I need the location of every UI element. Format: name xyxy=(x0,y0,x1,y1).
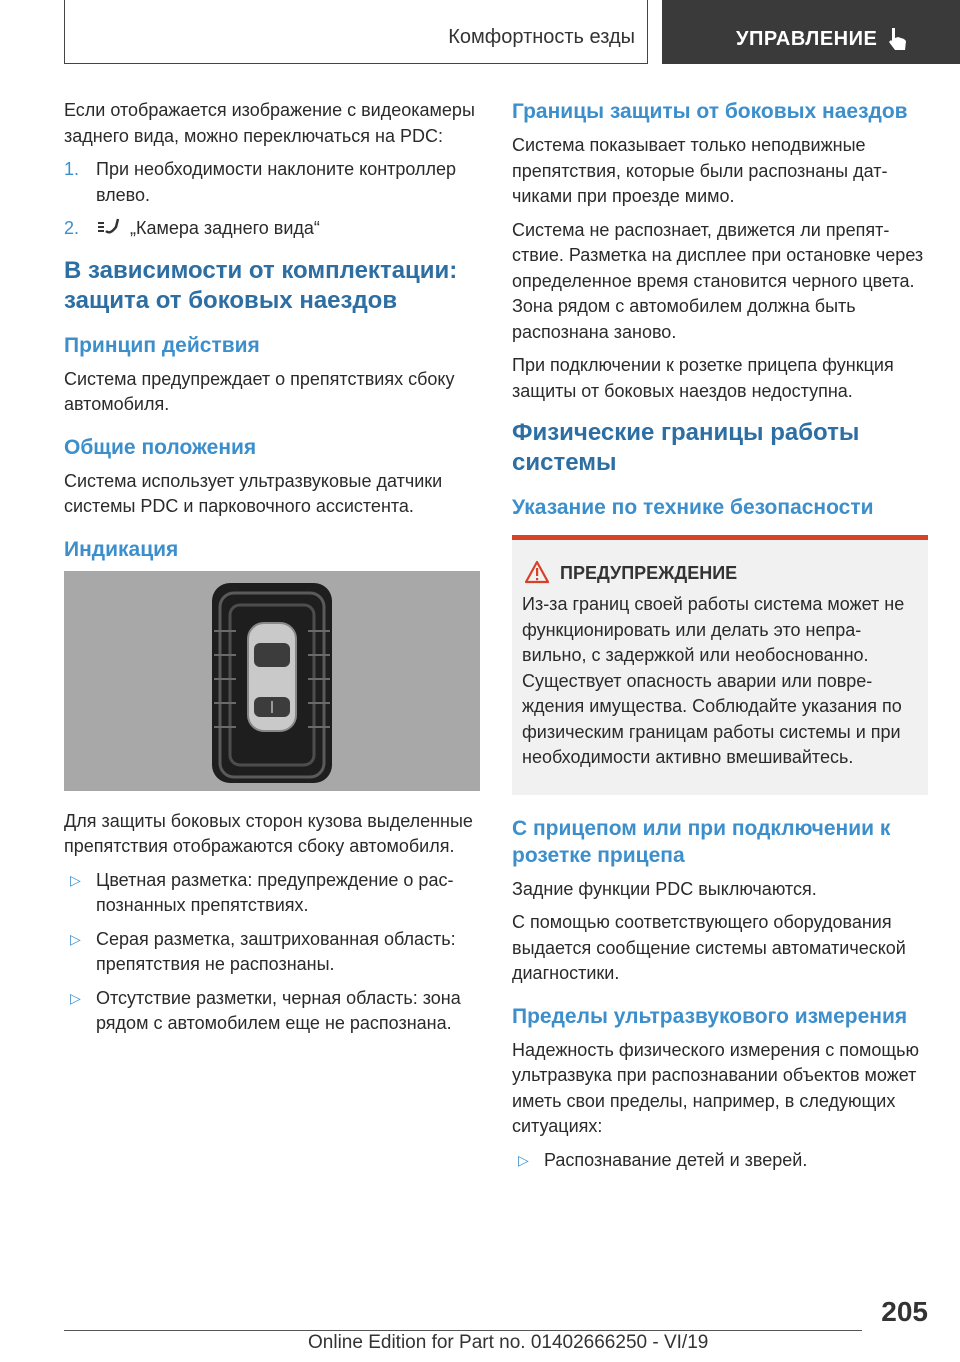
left-column xyxy=(64,98,480,1045)
heading-general: Общие положения xyxy=(64,435,257,459)
general-paragraph: Система использует ультразвуковые датчики системы PDC и парковочного ассистента. xyxy=(64,470,443,516)
step-number: 1. xyxy=(64,159,80,179)
trailer-paragraph-2: С помощью соответствующего оборудования выдается сообщение системы автоматической диагностики. xyxy=(512,912,906,983)
ultrasound-paragraph: Надежность физического измерения с помощью ультразвука при распознавании объектов может иметь свои пределы, например, в следующих ситуациях: xyxy=(512,1039,920,1136)
heading-safety: Указание по технике безопасности xyxy=(512,496,874,519)
triangle-bullet-icon: ▷ xyxy=(70,871,81,888)
warning-triangle-icon xyxy=(524,560,550,584)
list-item xyxy=(512,1148,928,1174)
heading-ultrasound: Пределы ультразвукового измерения xyxy=(512,1004,908,1028)
page-number: 205 xyxy=(881,1296,928,1327)
header-section-title: Комфортность езды xyxy=(448,26,635,48)
header-section-box xyxy=(64,0,648,64)
pdc-display-figure xyxy=(64,571,480,791)
heading-limits: Границы защиты от боковых наездов xyxy=(512,100,908,123)
footer-rule xyxy=(64,1330,862,1331)
list-item xyxy=(64,986,480,1037)
step-number: 2. xyxy=(64,218,80,238)
step-1 xyxy=(64,157,480,208)
heading-physical-limits: Физические границы работы системы xyxy=(512,419,860,476)
display-paragraph: Для защиты боковых сторон кузова выделенные препятствия отображаются сбоку автомобиля. xyxy=(64,810,473,856)
limits-paragraph-3: При подключении к розетке прицепа функция защиты от боковых наездов недоступна. xyxy=(512,355,894,401)
step-2 xyxy=(64,216,480,242)
heading-trailer: С прицепом или при подключении к розетке прицепа xyxy=(512,816,891,867)
list-item xyxy=(64,868,480,919)
limits-paragraph-2: Система не распознает, движется ли препятствие. Разметка на дисплее при остановке через определенное время становится черного цвета. Зона рядом с автомобилем должна быть распознана заново. xyxy=(512,219,924,342)
trailer-paragraph-1: Задние функции PDC выключаются. xyxy=(512,878,817,899)
triangle-bullet-icon: ▷ xyxy=(70,930,81,947)
step-text: При необходимости наклоните контроллер влево. xyxy=(96,159,457,205)
limits-paragraph-1: Система показывает только неподвижные препятствия, которые были распознаны датчиками при проезде мимо. xyxy=(512,135,888,206)
step-text: „Камера заднего вида“ xyxy=(130,218,320,238)
heading-principle: Принцип действия xyxy=(64,333,260,357)
list-item xyxy=(64,927,480,978)
hand-pointer-icon xyxy=(886,26,910,52)
list-item-text: Отсутствие разметки, черная область: зона рядом с автомобилем еще не распознана. xyxy=(96,987,461,1033)
parking-car-illustration xyxy=(64,571,480,791)
header-chapter-title: УПРАВЛЕНИЕ xyxy=(736,28,878,50)
triangle-bullet-icon: ▷ xyxy=(518,1151,529,1168)
list-item-text: Цветная разметка: предупреждение о распознанных препятствиях. xyxy=(96,869,454,915)
header-chapter-tab xyxy=(662,0,960,64)
rear-camera-icon xyxy=(96,217,120,237)
warning-box xyxy=(512,540,928,795)
intro-paragraph: Если отображается изображение с видеокамеры заднего вида, можно переключаться на PDC: xyxy=(64,100,475,146)
warning-text: Из-за границ своей работы система может не функционировать или делать это неправильно, с задержкой или необоснованно. Существует опасность аварии или повреждения имущества. Соблюдайте указания по физическим границам работы системы и при необходимости активно вмешивайтесь. xyxy=(522,594,905,767)
heading-side-protection: В зависимости от комплектации: защита от боковых наездов xyxy=(64,256,458,314)
right-column xyxy=(512,98,928,1181)
list-item-text: Серая разметка, заштрихованная область: препятствия не распознаны. xyxy=(96,928,456,974)
principle-paragraph: Система предупреждает о препятствиях сбоку автомобиля. xyxy=(64,368,455,414)
warning-title: ПРЕДУПРЕЖДЕНИЕ xyxy=(560,563,738,583)
triangle-bullet-icon: ▷ xyxy=(70,989,81,1006)
heading-display: Индикация xyxy=(64,537,179,561)
list-item-text: Распознавание детей и зверей. xyxy=(544,1149,808,1170)
footer-edition: Online Edition for Part no. 01402666250 - VI/19 xyxy=(308,1332,709,1353)
